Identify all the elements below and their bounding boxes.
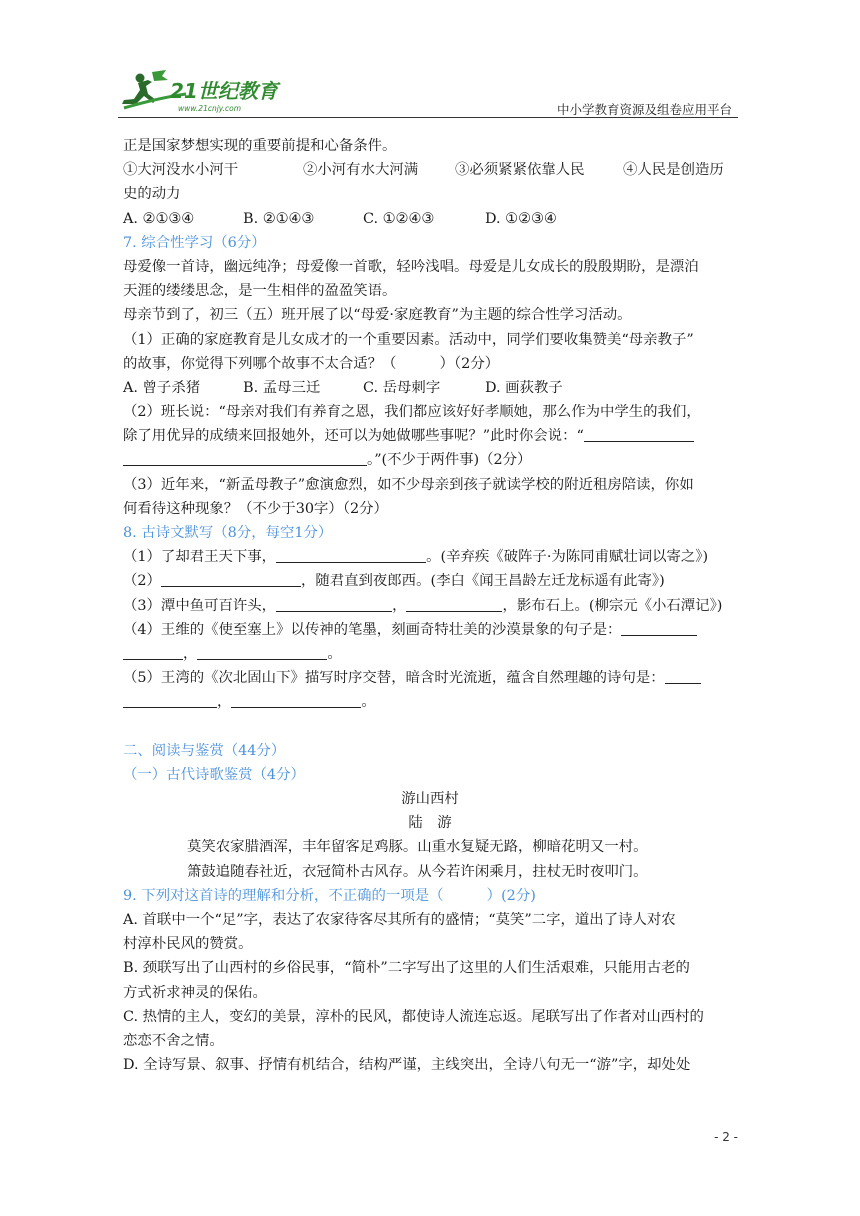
text-line: 母亲节到了，初三（五）班开展了以“母爱·家庭教育”为主题的综合性学习活动。 [123,307,632,324]
text-line [123,545,737,569]
q6-choices [123,207,737,231]
poem-line: 莫笑农家腊酒浑，丰年留客足鸡豚。山重水复疑无路，柳暗花明又一村。 [187,839,648,856]
answer-blank[interactable] [123,451,367,466]
text-line: C. 热情的主人，变幻的美景，淳朴的民风，都使诗人流连忘返。尾联写出了作者对山西村的 [123,1008,704,1025]
subsection-heading: （一）古代诗歌鉴赏（4分） [123,766,305,783]
header-rule [118,117,738,118]
text-line [123,594,737,618]
text-line: （3）近年来，“新孟母教子”愈演愈烈，如不少母亲到孩子就读学校的附近租房陪读，你如 [123,476,694,493]
text-line [123,618,737,642]
text-span: 。”(不少于两件事)（2分） [367,452,532,469]
text-line [123,642,737,666]
text-span: 。 [327,645,342,662]
svg-text:www.21cnjy.com: www.21cnjy.com [178,104,242,113]
poem-line: 箫鼓追随春社近，衣冠简朴古风存。从今若许闲乘月，拄杖无时夜叩门。 [187,863,648,880]
text-span: （2） [123,573,161,590]
page-header [118,62,738,120]
page-number: - 2 - [714,1130,738,1144]
q7-1-choice-b: B. 孟母三迁 [243,379,321,396]
q6-choice-b: B. ②①④③ [243,210,315,227]
poem-title: 游山西村 [401,791,459,808]
text-line: 何看待这种现象？（不少于30字）（2分） [123,500,388,517]
text-span: 。 [361,694,376,711]
text-line: 天涯的缕缕思念，是一生相伴的盈盈笑语。 [123,283,397,300]
q6-option-3: ③必须紧紧依靠人民 [455,162,585,179]
text-line: 村淳朴民风的赞赏。 [123,936,253,953]
q6-options [123,158,737,182]
text-span: （3）潭中鱼可百许头， [123,597,277,614]
spacer [123,715,737,739]
q6-choice-a: A. ②①③④ [123,210,195,227]
answer-blank[interactable] [123,693,217,708]
text-span: ，影布石上。(柳宗元《小石潭记》) [502,597,723,614]
q6-option-2: ②小河有水大河满 [303,162,419,179]
text-line: （2）班长说：“母亲对我们有养育之恩，我们都应该好好孝顺她，那么作为中学生的我们， [123,404,701,421]
text-line [123,666,737,690]
answer-blank[interactable] [621,621,697,636]
text-span: （5）王湾的《次北固山下》描写时序交替，暗含时光流逝，蕴含自然理趣的诗句是： [123,670,665,687]
text-span: ， [392,597,407,614]
answer-blank[interactable] [197,645,327,660]
text-span: 除了用优异的成绩来回报她外，还可以为她做哪些事呢？”此时你会说：“ [123,428,584,445]
answer-blank[interactable] [584,427,694,442]
answer-blank[interactable] [123,645,183,660]
text-line [123,448,737,472]
text-span: ， [183,645,198,662]
text-line [123,424,737,448]
text-line: 史的动力 [123,186,181,203]
q7-1-choice-c: C. 岳母刺字 [363,379,441,396]
answer-blank[interactable] [665,669,701,684]
svg-text:21世纪教育: 21世纪教育 [170,79,278,103]
text-line: 母爱像一首诗，幽远纯净；母爱像一首歌，轻吟浅唱。母爱是儿女成长的殷殷期盼，是漂泊 [123,258,699,275]
q6-choice-d: D. ①②③④ [485,210,557,227]
q7-1-choices [123,376,737,400]
answer-blank[interactable] [276,548,426,563]
text-span: （1）了却君王天下事， [123,549,277,566]
logo [118,68,288,116]
platform-name: 中小学教育资源及组卷应用平台 [556,102,732,117]
text-line [123,569,737,593]
exam-content [123,134,737,1077]
text-line: A. 首联中一个“足”字，表达了农家待客尽其所有的盛情；“莫笑”二字，道出了诗人对农 [123,912,676,928]
text-line: 恋恋不舍之情。 [123,1032,224,1049]
answer-blank[interactable] [231,693,361,708]
answer-blank[interactable] [161,572,301,587]
text-line: （1）正确的家庭教育是儿女成才的一个重要因素。活动中，同学们要收集赞美“母亲教子” [123,331,694,348]
q6-option-4: ④人民是创造历 [623,162,724,179]
text-span: 。(辛弃疾《破阵子·为陈同甫赋壮词以寄之》) [426,549,709,566]
q7-1-choice-d: D. 画荻教子 [485,379,563,396]
text-span: ， [217,694,232,711]
q9-heading: 9. 下列对这首诗的理解和分析，不正确的一项是（ ）(2分) [123,887,536,904]
poem-author: 陆 游 [408,815,452,832]
answer-blank[interactable] [406,597,502,612]
text-line: B. 颈联写出了山西村的乡俗民事，“简朴”二字写出了这里的人们生活艰难，只能用古老的 [123,960,690,977]
q6-option-1: ①大河没水小河干 [123,162,239,179]
q7-1-choice-a: A. 曾子杀猪 [123,379,201,396]
answer-blank[interactable] [276,597,392,612]
text-span: ，随君直到夜郎西。(李白《闻王昌龄左迁龙标遥有此寄》) [300,573,665,590]
text-line [123,690,737,714]
section-heading: 二、阅读与鉴赏（44分） [123,742,286,759]
text-line: 正是国家梦想实现的重要前提和心备条件。 [123,138,397,154]
text-span: （4）王维的《使至塞上》以传神的笔墨，刻画奇特壮美的沙漠景象的句子是： [123,621,622,638]
q7-heading: 7. 综合性学习（6分） [123,234,266,251]
q8-heading: 8. 古诗文默写（8分，每空1分） [123,525,333,541]
text-line: 方式祈求神灵的保佑。 [123,984,267,1001]
q6-choice-c: C. ①②④③ [363,210,435,227]
text-line: 的故事，你觉得下列哪个故事不太合适？（ ）（2分） [123,355,500,372]
runner-logo-icon [118,68,288,116]
text-line: D. 全诗写景、叙事、抒情有机结合，结构严谨，主线突出，全诗八句无一“游”字，却处处 [123,1057,691,1074]
